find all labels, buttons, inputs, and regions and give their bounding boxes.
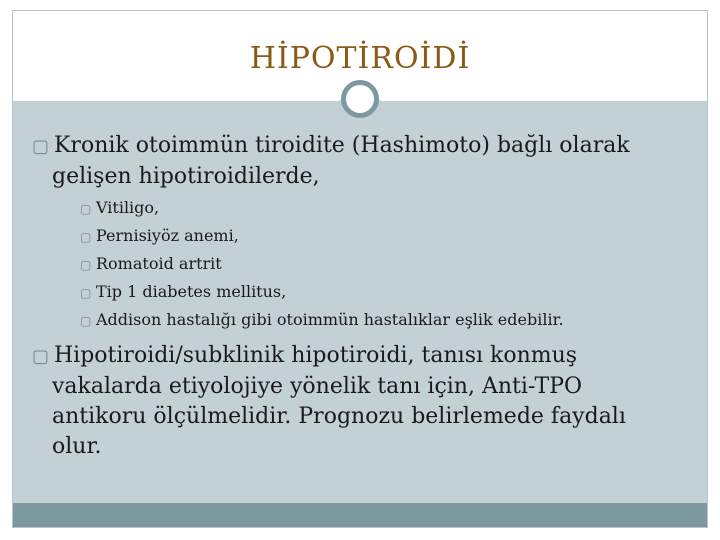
circle-ornament-inner [347, 86, 373, 112]
sub-bullet-text: Vitiligo, [96, 198, 160, 217]
box-bullet-icon: ▢ [80, 286, 92, 300]
sub-bullet-text: Tip 1 diabetes mellitus, [96, 282, 287, 301]
bullet-text-line: Hipotiroidi/subklinik hipotiroidi, tanısı konmuş [54, 343, 578, 368]
footer-bar [13, 503, 707, 527]
sub-bullet-text: Addison hastalığı gibi otoimmün hastalıklar eşlik edebilir. [96, 310, 564, 329]
bullet-text-line: Kronik otoimmün tiroidite (Hashimoto) bağlı olarak [54, 133, 630, 158]
bullet-text-line: antikoru ölçülmelidir. Prognozu belirlemede faydalı [52, 404, 626, 429]
sub-bullet-item [80, 254, 680, 275]
box-bullet-icon: ▢ [80, 258, 92, 272]
bullet-text-line: vakalarda etiyolojiye yönelik tanı için, Anti-TPO [52, 374, 583, 399]
box-bullet-icon: ▢ [32, 136, 50, 157]
sub-bullet-item [80, 226, 680, 247]
bullet-item-anti-tpo [32, 341, 692, 462]
bullet-item-hashimoto [32, 131, 692, 192]
box-bullet-icon: ▢ [80, 314, 92, 328]
sub-bullet-text: Romatoid artrit [96, 254, 222, 273]
sub-bullet-item [80, 198, 680, 219]
sub-bullet-item [80, 310, 680, 331]
slide-title: HİPOTİROİDİ [249, 41, 471, 76]
bullet-text-line: olur. [52, 434, 102, 459]
divider-right [381, 99, 707, 101]
bullet-text-line: gelişen hipotiroidilerde, [52, 164, 320, 189]
box-bullet-icon: ▢ [80, 202, 92, 216]
divider-left [13, 99, 339, 101]
box-bullet-icon: ▢ [80, 230, 92, 244]
sub-bullet-text: Pernisiyöz anemi, [96, 226, 239, 245]
box-bullet-icon: ▢ [32, 346, 50, 367]
sub-bullet-item [80, 282, 680, 303]
